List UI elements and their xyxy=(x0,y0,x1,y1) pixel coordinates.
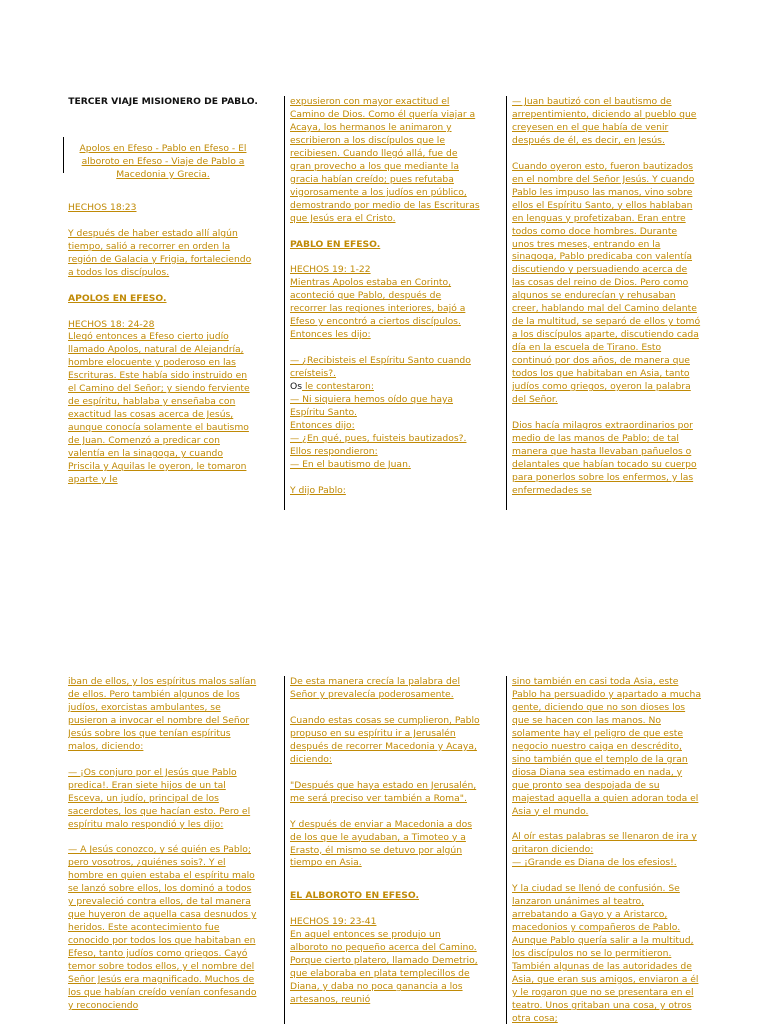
dialogue-line: — En el bautismo de Juan. xyxy=(290,458,411,470)
paragraph: En aquel entonces se produjo un alboroto no pequeño acerca del Camino. Porque cierto platero, llamado Demetrio, que elaboraba en plata templecillos de Diana, y daba no poca ganancia a los artesanos, reunió xyxy=(290,929,478,1006)
paragraph: — A Jesús conozco, y sé quién es Pablo; pero vosotros, ¿quiénes sois?. Y el hombre en quien estaba el espíritu malo se lanzó sobre ellos, los dominó a todos y prevaleció contra ellos, de tal manera que huyeron de aquella casa desnudos y heridos. Este acontecimiento fue conocido por todos los que habitaban en Efeso, tanto judíos como griegos. Cayó temor sobre todos ellos, y el nombre del Señor Jesús era magnificado. Muchos de los que habían creído venían confesando y reconociendo xyxy=(68,844,257,1011)
column-rule xyxy=(506,96,507,510)
scripture-reference[interactable]: HECHOS 19: 1-22 xyxy=(290,264,371,276)
paragraph: Y la ciudad se llenó de confusión. Se lanzaron unánimes al teatro, arrebatando a Gayo y a Aristarco, macedonios y compañeros de Pablo. Aunque Pablo quería salir a la multitud, los discípulos no se lo permitieron. También algunas de las autoridades de Asia, que eran sus amigos, enviaron a él y le rogaron que no se presentara en el teatro. Unos gritaban una cosa, y otros otra cosa; xyxy=(512,883,699,1024)
dialogue-line: Entonces dijo: xyxy=(290,419,355,431)
page-column-1 xyxy=(68,96,258,508)
paragraph: Y dijo Pablo: xyxy=(290,484,346,496)
scripture-reference[interactable]: HECHOS 18:23 xyxy=(68,201,137,213)
paragraph: sino también en casi toda Asia, este Pablo ha persuadido y apartado a mucha gente, diciendo que no son dioses los que se hacen con las manos. No solamente hay el peligro de que este negocio nuestro caiga en descrédito, sino también que el templo de la gran diosa Diana sea estimado en nada, y que pronto sea despojada de su majestad aquella a quien adoran toda el Asia y el mundo. xyxy=(512,676,701,817)
paragraph: — ¡Grande es Diana de los efesios!. xyxy=(512,857,677,869)
column-rule xyxy=(63,137,64,173)
column-rule xyxy=(284,96,285,510)
dialogue-line: — ¿Recibisteis el Espíritu Santo cuando creísteis?. xyxy=(290,355,471,380)
paragraph: Y después de enviar a Macedonia a dos de los que le ayudaban, a Timoteo y a Erasto, él mismo se detuvo por algún tiempo en Asia. xyxy=(290,818,472,869)
column-rule xyxy=(506,676,507,1024)
dialogue-line: Ellos respondieron: xyxy=(290,445,378,457)
dialogue-line xyxy=(290,381,480,394)
page-column-2 xyxy=(290,96,480,508)
section-heading: PABLO EN EFESO. xyxy=(290,238,381,250)
paragraph: — ¡Os conjuro por el Jesús que Pablo predica!. Eran siete hijos de un tal Esceva, un judío, principal de los sacerdotes, los que hacían esto. Pero el espíritu malo respondió y les dijo: xyxy=(68,766,251,830)
paragraph: — Juan bautizó con el bautismo de arrepentimiento, diciendo al pueblo que creyesen en el que había de venir después de él, es decir, en Jesús. xyxy=(512,96,697,146)
paragraph: iban de ellos, y los espíritus malos salían de ellos. Pero también algunos de los judíos, exorcistas ambulantes, se pusieron a invocar el nombre del Señor Jesús sobre los que tenían espíritus malos, diciendo: xyxy=(68,676,257,752)
paragraph: De esta manera crecía la palabra del Señor y prevalecía poderosamente. xyxy=(290,676,460,700)
paragraph: Dios hacía milagros extraordinarios por medio de las manos de Pablo; de tal manera que hasta llevaban pañuelos o delantales que habían tocado su cuerpo para ponerlos sobre los enfermos, y las enfermedades se xyxy=(512,419,697,496)
dialogue-speaker: Os xyxy=(290,381,303,393)
paragraph: Llegó entonces a Efeso cierto judío llamado Apolos, natural de Alejandría, hombre elocuente y poderoso en las Escrituras. Este había sido instruido en el Camino del Señor; y siendo ferviente de espíritu, hablaba y enseñaba con exactitud las cosas acerca de Jesús, aunque conocía solamente el bautismo de Juan. Comenzó a predicar con valentía en la sinagoga, y cuando Priscila y Aquilas le oyeron, le tomaron aparte y le xyxy=(68,331,250,485)
column-rule xyxy=(284,676,285,1024)
scripture-reference[interactable]: HECHOS 19: 23-41 xyxy=(290,916,377,928)
page-column-6 xyxy=(512,676,702,1026)
page-column-5 xyxy=(290,676,480,1026)
paragraph: "Después que haya estado en Jerusalén, me será preciso ver también a Roma". xyxy=(290,779,477,804)
paragraph: Cuando estas cosas se cumplieron, Pablo propuso en su espíritu ir a Jerusalén después de recorrer Macedonia y Acaya, diciendo: xyxy=(290,714,480,765)
paragraph: Y después de haber estado allí algún tiempo, salió a recorrer en orden la región de Galacia y Frigia, fortaleciendo a todos los discípulos. xyxy=(68,227,252,278)
section-heading: APOLOS EN EFESO. xyxy=(68,292,167,304)
page-title: TERCER VIAJE MISIONERO DE PABLO. xyxy=(68,96,258,107)
page-column-4 xyxy=(68,676,258,1026)
section-heading: EL ALBOROTO EN EFESO. xyxy=(290,890,419,902)
dialogue-line: — Ni siquiera hemos oído que haya Espíritu Santo. xyxy=(290,394,454,419)
scripture-reference[interactable]: HECHOS 18: 24-28 xyxy=(68,318,155,330)
paragraph: expusieron con mayor exactitud el Camino de Dios. Como él quería viajar a Acaya, los hermanos le animaron y escribieron a los discípulos que le recibiesen. Cuando llegó allá, fue de gran provecho a los que mediante la gracia habían creído; pues refutaba vigorosamente a los judíos en público, demostrando por medio de las Escrituras que Jesús era el Cristo. xyxy=(290,96,480,224)
paragraph: Cuando oyeron esto, fueron bautizados en el nombre del Señor Jesús. Y cuando Pablo les impuso las manos, vino sobre ellos el Espíritu Santo, y ellos hablaban en lenguas y profetizaban. Eran entre todos como doce hombres. Durante unos tres meses, entrando en la sinagoga, Pablo predicaba con valentía discutiendo y persuadiendo acerca de las cosas del reino de Dios. Pero como algunos se endurecían y rehusaban creer, hablando mal del Camino delante de la multitud, se separó de ellos y tomó a los discípulos aparte, discutiendo cada día en la escuela de Tirano. Esto continuó por dos años, de manera que todos los que habitaban en Asia, tanto judíos como griegos, oyeron la palabra del Señor. xyxy=(512,160,701,405)
dialogue-text: le contestaron: xyxy=(302,381,374,393)
paragraph: Mientras Apolos estaba en Corinto, aconteció que Pablo, después de recorrer las regiones interiores, bajó a Efeso y encontró a ciertos discípulos. Entonces les dijo: xyxy=(290,277,466,341)
dialogue-line: — ¿En qué, pues, fuisteis bautizados?. xyxy=(290,432,467,444)
paragraph: Al oír estas palabras se llenaron de ira y gritaron diciendo: xyxy=(512,831,697,856)
topic-links[interactable]: Apolos en Efeso - Pablo en Efeso - El alboroto en Efeso - Viaje de Pablo a Macedonia y Grecia. xyxy=(79,142,247,180)
page-column-3 xyxy=(512,96,702,508)
